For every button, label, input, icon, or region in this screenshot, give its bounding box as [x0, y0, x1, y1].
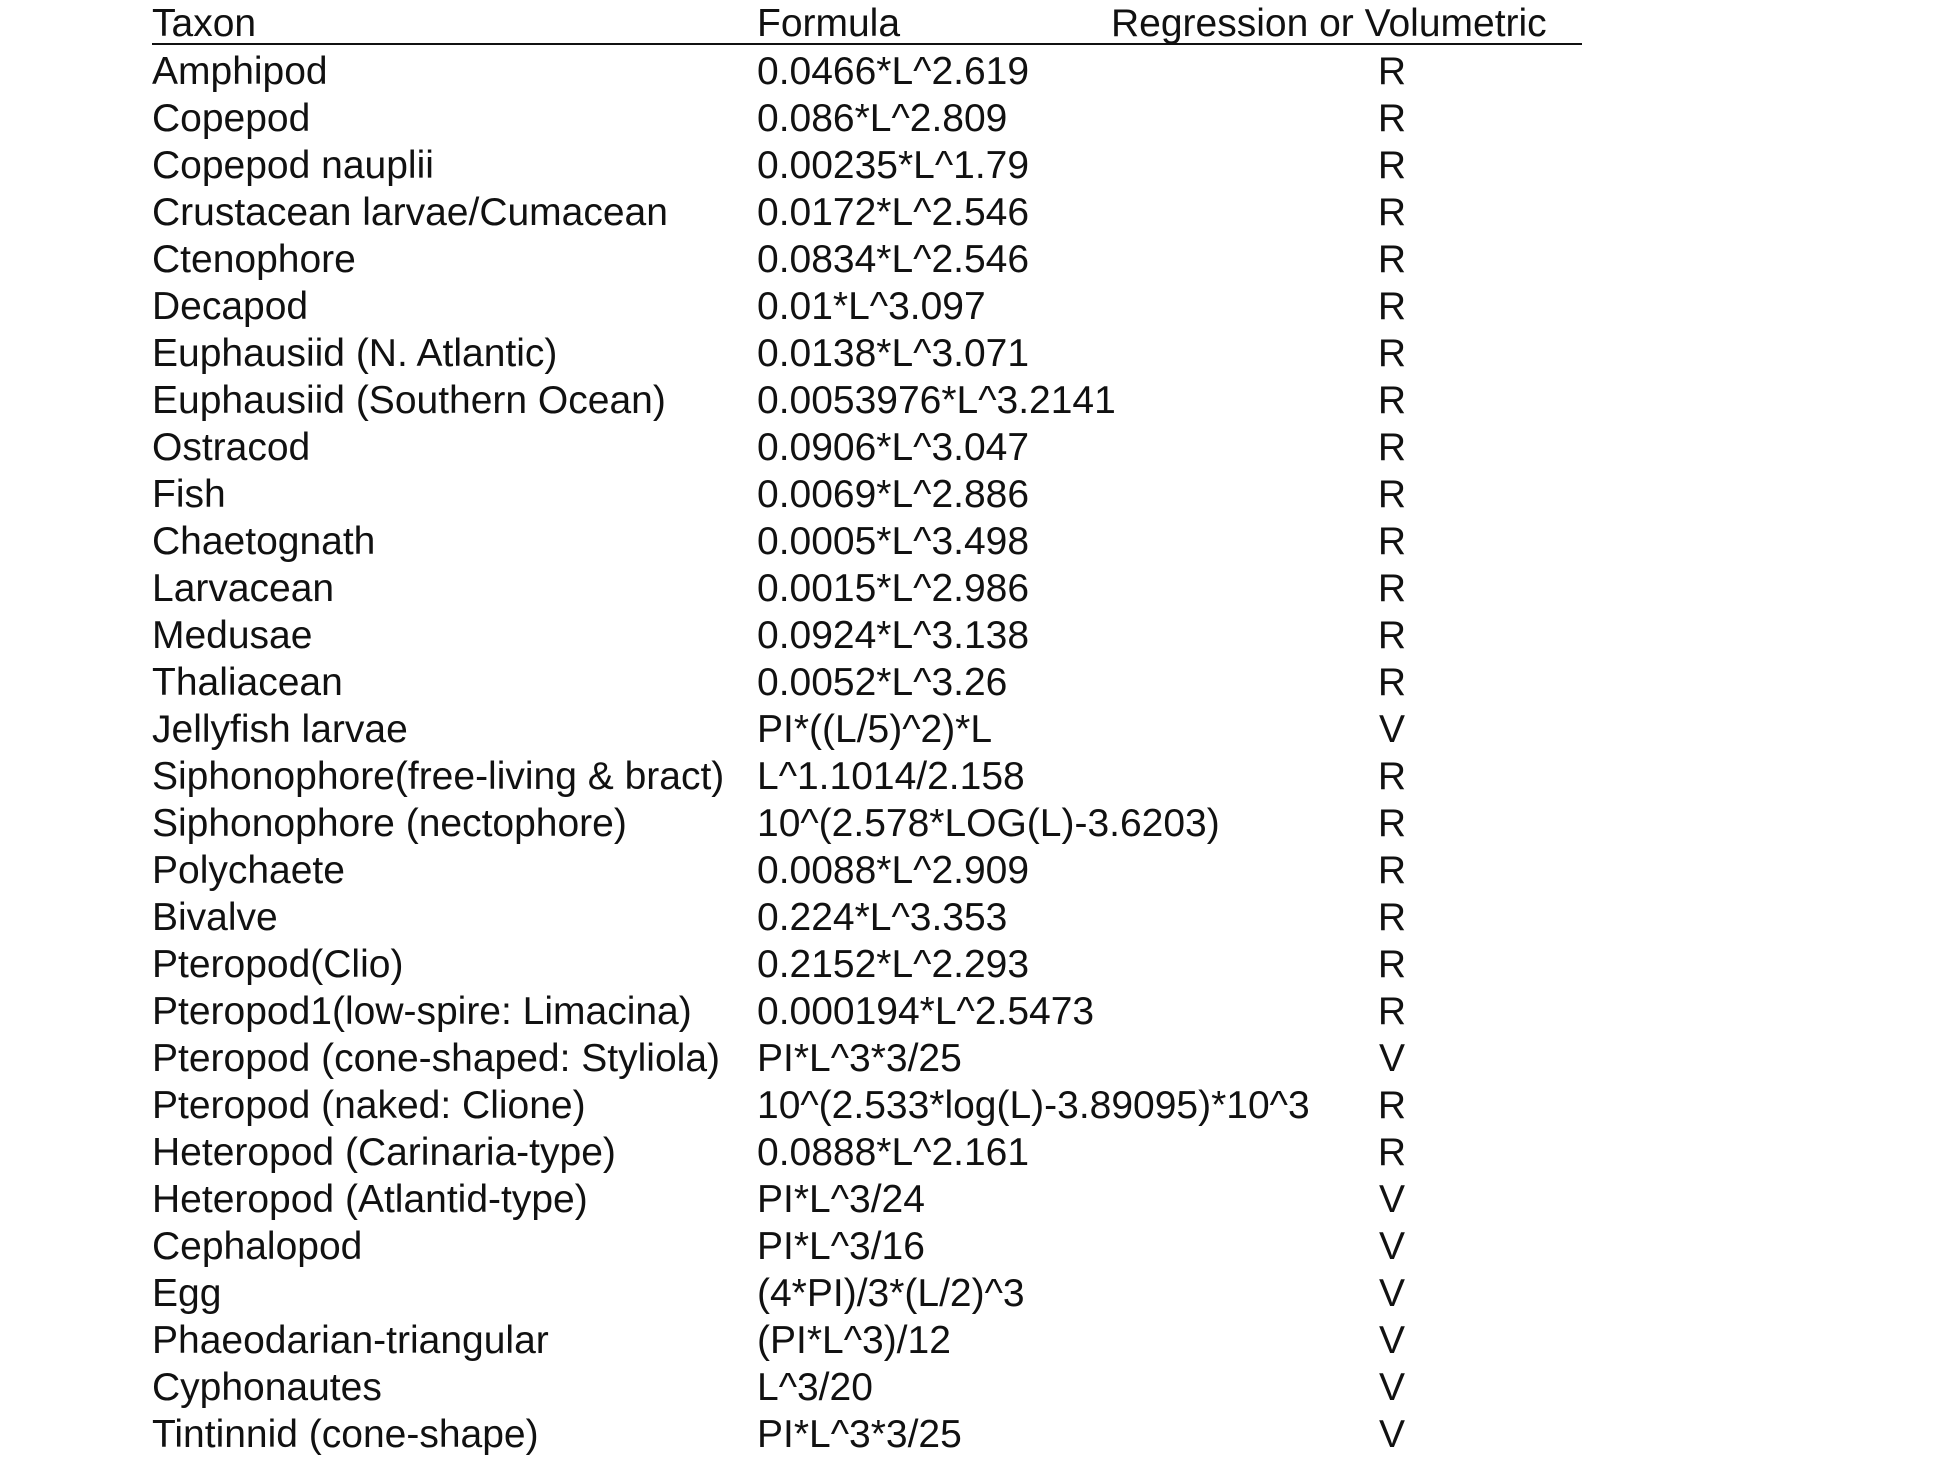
header-formula: Formula [757, 2, 901, 45]
table-body [152, 48, 1582, 1458]
taxon-cell: Euphausiid (Southern Ocean) [152, 379, 666, 422]
formula-cell: 0.2152*L^2.293 [757, 943, 1030, 986]
table-row [152, 189, 1582, 236]
table-row [152, 941, 1582, 988]
taxon-cell: Siphonophore (nectophore) [152, 802, 627, 845]
regression-volumetric-cell: R [1377, 97, 1407, 140]
table-row [152, 95, 1582, 142]
regression-volumetric-cell: V [1378, 1225, 1405, 1268]
regression-volumetric-cell: V [1378, 1178, 1405, 1221]
table-row [152, 330, 1582, 377]
table-row [152, 1035, 1582, 1082]
table-row [152, 1129, 1582, 1176]
header-taxon: Taxon [152, 2, 257, 45]
table-row [152, 659, 1582, 706]
taxon-cell: Tintinnid (cone-shape) [152, 1413, 539, 1456]
taxon-cell: Decapod [152, 285, 309, 328]
regression-volumetric-cell: R [1377, 379, 1407, 422]
table-row [152, 894, 1582, 941]
regression-volumetric-cell: R [1377, 567, 1407, 610]
taxon-cell: Cyphonautes [152, 1366, 382, 1409]
regression-volumetric-cell: R [1377, 849, 1407, 892]
header-regression-or-volumetric: Regression or Volumetric [1111, 2, 1547, 45]
regression-volumetric-cell: V [1378, 1366, 1405, 1409]
formula-cell: L^1.1014/2.158 [757, 755, 1025, 798]
formula-cell: 0.0924*L^3.138 [757, 614, 1030, 657]
regression-volumetric-cell: R [1377, 473, 1407, 516]
regression-volumetric-cell: R [1377, 332, 1407, 375]
taxon-cell: Copepod [152, 97, 311, 140]
taxon-cell: Medusae [152, 614, 313, 657]
table-row [152, 236, 1582, 283]
formula-cell: 0.0053976*L^3.2141 [757, 379, 1116, 422]
regression-volumetric-cell: R [1377, 1131, 1407, 1174]
formula-cell: 0.000194*L^2.5473 [757, 990, 1095, 1033]
regression-volumetric-cell: R [1377, 285, 1407, 328]
taxon-cell: Heteropod (Carinaria-type) [152, 1131, 616, 1174]
taxon-cell: Phaeodarian-triangular [152, 1319, 549, 1362]
taxon-cell: Euphausiid (N. Atlantic) [152, 332, 558, 375]
formula-cell: PI*((L/5)^2)*L [757, 708, 993, 751]
formula-cell: 0.0466*L^2.619 [757, 50, 1030, 93]
formula-cell: 0.0069*L^2.886 [757, 473, 1030, 516]
formula-cell: (PI*L^3)/12 [757, 1319, 951, 1362]
formula-cell: 0.0834*L^2.546 [757, 238, 1030, 281]
formula-cell: 0.00235*L^1.79 [757, 144, 1030, 187]
taxon-cell: Pteropod (cone-shaped: Styliola) [152, 1037, 720, 1080]
table-row [152, 1411, 1582, 1458]
table-row [152, 847, 1582, 894]
taxon-cell: Pteropod(Clio) [152, 943, 404, 986]
table-row [152, 518, 1582, 565]
taxon-cell: Cephalopod [152, 1225, 363, 1268]
table-row [152, 424, 1582, 471]
table-header-row [152, 0, 1582, 45]
regression-volumetric-cell: R [1377, 802, 1407, 845]
table-row [152, 1082, 1582, 1129]
table-row [152, 988, 1582, 1035]
taxon-cell: Copepod nauplii [152, 144, 434, 187]
regression-volumetric-cell: R [1377, 661, 1407, 704]
formula-cell: 10^(2.533*log(L)-3.89095)*10^3 [757, 1084, 1310, 1127]
table-row [152, 1270, 1582, 1317]
taxon-cell: Siphonophore(free-living & bract) [152, 755, 725, 798]
formula-cell: 10^(2.578*LOG(L)-3.6203) [757, 802, 1220, 845]
formula-cell: PI*L^3*3/25 [757, 1413, 962, 1456]
table-row [152, 1364, 1582, 1411]
formula-cell: L^3/20 [757, 1366, 873, 1409]
table-row [152, 800, 1582, 847]
taxon-cell: Jellyfish larvae [152, 708, 408, 751]
taxon-cell: Chaetognath [152, 520, 376, 563]
formula-cell: 0.0052*L^3.26 [757, 661, 1008, 704]
taxon-cell: Pteropod1(low-spire: Limacina) [152, 990, 692, 1033]
taxon-cell: Ctenophore [152, 238, 356, 281]
formula-cell: PI*L^3/16 [757, 1225, 925, 1268]
taxon-cell: Polychaete [152, 849, 345, 892]
regression-volumetric-cell: R [1377, 896, 1407, 939]
formula-cell: PI*L^3/24 [757, 1178, 925, 1221]
taxon-cell: Heteropod (Atlantid-type) [152, 1178, 588, 1221]
formula-cell: 0.0015*L^2.986 [757, 567, 1030, 610]
regression-volumetric-cell: R [1377, 144, 1407, 187]
formula-cell: 0.0172*L^2.546 [757, 191, 1030, 234]
formula-cell: 0.0888*L^2.161 [757, 1131, 1030, 1174]
table-row [152, 753, 1582, 800]
taxon-cell: Pteropod (naked: Clione) [152, 1084, 586, 1127]
table-row [152, 377, 1582, 424]
regression-volumetric-cell: R [1377, 755, 1407, 798]
regression-volumetric-cell: R [1377, 990, 1407, 1033]
table-row [152, 471, 1582, 518]
formula-cell: 0.0088*L^2.909 [757, 849, 1030, 892]
taxon-cell: Bivalve [152, 896, 278, 939]
regression-volumetric-cell: V [1378, 1037, 1405, 1080]
taxon-cell: Egg [152, 1272, 222, 1315]
taxon-cell: Larvacean [152, 567, 335, 610]
formula-cell: 0.0138*L^3.071 [757, 332, 1030, 375]
taxon-cell: Fish [152, 473, 226, 516]
regression-volumetric-cell: R [1377, 614, 1407, 657]
formula-cell: 0.01*L^3.097 [757, 285, 986, 328]
regression-volumetric-cell: R [1377, 943, 1407, 986]
table-row [152, 48, 1582, 95]
taxon-cell: Ostracod [152, 426, 311, 469]
table-row [152, 283, 1582, 330]
regression-volumetric-cell: R [1377, 426, 1407, 469]
regression-volumetric-cell: V [1378, 1413, 1405, 1456]
formula-cell: 0.224*L^3.353 [757, 896, 1008, 939]
taxon-cell: Thaliacean [152, 661, 343, 704]
regression-volumetric-cell: R [1377, 191, 1407, 234]
table-row [152, 1223, 1582, 1270]
regression-volumetric-cell: R [1377, 238, 1407, 281]
taxon-formula-table [152, 0, 1582, 1458]
table-row [152, 706, 1582, 753]
regression-volumetric-cell: R [1377, 1084, 1407, 1127]
taxon-cell: Amphipod [152, 50, 328, 93]
formula-cell: (4*PI)/3*(L/2)^3 [757, 1272, 1025, 1315]
regression-volumetric-cell: R [1377, 50, 1407, 93]
table-row [152, 1317, 1582, 1364]
table-row [152, 142, 1582, 189]
formula-cell: 0.086*L^2.809 [757, 97, 1008, 140]
table-row [152, 565, 1582, 612]
formula-cell: PI*L^3*3/25 [757, 1037, 962, 1080]
table-row [152, 612, 1582, 659]
formula-cell: 0.0906*L^3.047 [757, 426, 1030, 469]
regression-volumetric-cell: V [1378, 1272, 1405, 1315]
regression-volumetric-cell: V [1378, 708, 1405, 751]
regression-volumetric-cell: V [1378, 1319, 1405, 1362]
formula-cell: 0.0005*L^3.498 [757, 520, 1030, 563]
taxon-cell: Crustacean larvae/Cumacean [152, 191, 668, 234]
regression-volumetric-cell: R [1377, 520, 1407, 563]
table-row [152, 1176, 1582, 1223]
